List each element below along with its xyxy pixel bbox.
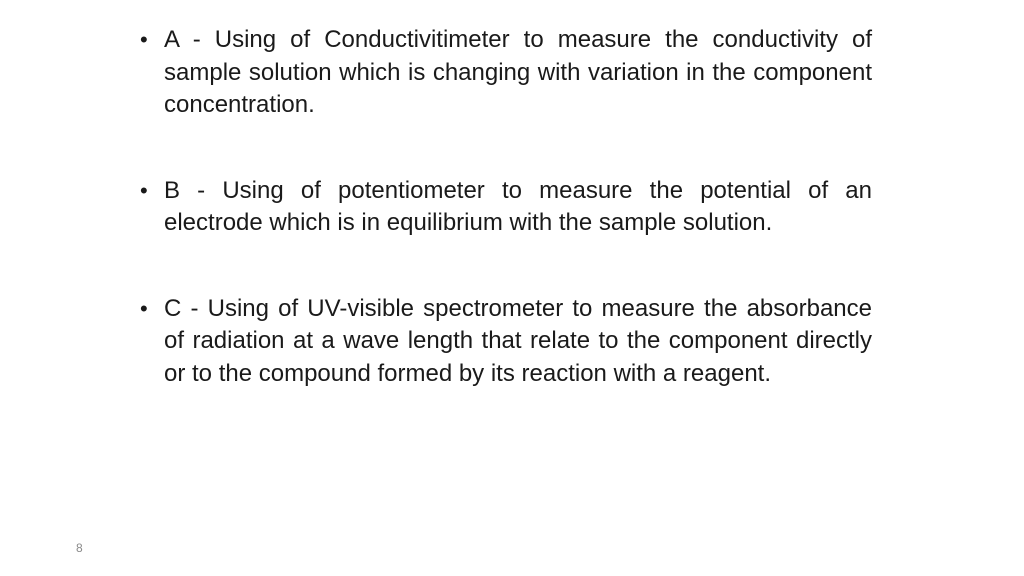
page-number: 8	[76, 541, 83, 555]
bullet-item-b	[140, 175, 872, 240]
bullet-marker: •	[140, 177, 148, 203]
bullet-marker: •	[140, 27, 148, 52]
bullet-text: B - Using of potentiometer to measure the potential of an electrode which is in equilibrium with the sample solution.	[164, 176, 872, 236]
bullet-marker: •	[140, 295, 148, 321]
bullet-item-a	[140, 24, 872, 122]
bullet-text: A - Using of Conductivitimeter to measure the conductivity of sample solution which is changing with variation in the component concentration.	[164, 26, 872, 118]
bullet-text: C - Using of UV-visible spectrometer to measure the absorbance of radiation at a wave length that relate to the component directly or to the compound formed by its reaction with a reagent.	[164, 294, 872, 387]
bullet-list	[140, 24, 872, 390]
bullet-item-c	[140, 293, 872, 391]
